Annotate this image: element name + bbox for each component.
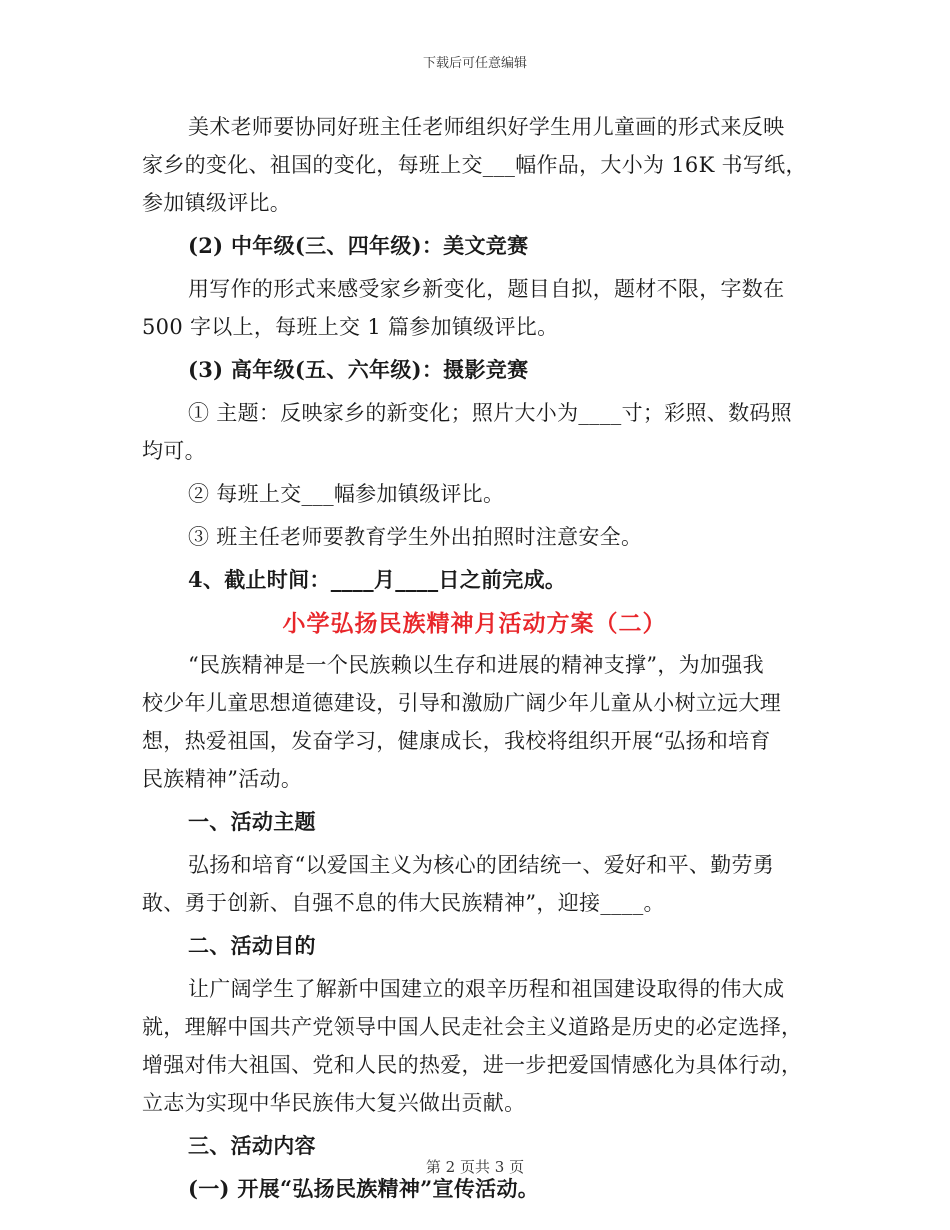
plan-title: 小学弘扬民族精神月活动方案（二）: [282, 610, 667, 637]
text-line: 均可。: [142, 439, 206, 463]
text-line: 校少年儿童思想道德建设，引导和激励广阔少年儿童从小树立远大理: [142, 691, 781, 715]
text-line: “民族精神是一个民族赖以生存和进展的精神支撑”，为加强我: [188, 653, 764, 677]
section1-paragraph: [142, 846, 807, 922]
section3-heading: 三、活动内容: [188, 1133, 316, 1158]
text-line: ① 主题：反映家乡的新变化；照片大小为____寸；彩照、数码照: [188, 401, 792, 425]
page-footer: 第 2 页共 3 页: [425, 1158, 525, 1176]
photo-item-3: ③ 班主任老师要教育学生外出拍照时注意安全。: [188, 525, 643, 549]
text-line: 立志为实现中华民族伟大复兴做出贡献。: [142, 1091, 526, 1115]
text-line: 用写作的形式来感受家乡新变化，题目自拟，题材不限，字数在: [188, 277, 785, 301]
text-line: 就，理解中国共产党领导中国人民走社会主义道路是历史的必定选择，: [142, 1015, 803, 1039]
photo-item-1: [142, 394, 807, 470]
section2-paragraph: [142, 970, 807, 1122]
page-header: 下载后可任意编辑: [422, 56, 527, 71]
photo-item-2: ② 每班上交___幅参加镇级评比。: [188, 482, 505, 506]
text-line: 想，热爱祖国，发奋学习，健康成长，我校将组织开展“弘扬和培育: [142, 729, 771, 753]
essay-paragraph: [142, 270, 807, 346]
text-line: 500 字以上，每班上交 1 篇参加镇级评比。: [142, 315, 559, 339]
text-line: 家乡的变化、祖国的变化，每班上交___幅作品，大小为 16K 书写纸，: [142, 153, 807, 177]
document-body: [142, 108, 807, 1213]
text-line: 民族精神”活动。: [142, 767, 303, 791]
text-line: 敢、勇于创新、自强不息的伟大民族精神”，迎接____。: [142, 891, 665, 915]
intro-paragraph: [142, 646, 807, 798]
text-line: 弘扬和培育“以爱国主义为核心的团结统一、爱好和平、勤劳勇: [188, 853, 775, 877]
section1-heading: 一、活动主题: [188, 809, 316, 834]
text-line: 增强对伟大祖国、党和人民的热爱，进一步把爱国情感化为具体行动，: [142, 1053, 803, 1077]
text-line: 参加镇级评比。: [142, 191, 292, 215]
grade2-heading: (2) 中年级(三、四年级)：美文竞赛: [188, 233, 529, 258]
grade3-heading: (3) 高年级(五、六年级)：摄影竞赛: [188, 357, 529, 382]
text-line: 让广阔学生了解新中国建立的艰辛历程和祖国建设取得的伟大成: [188, 977, 785, 1001]
art-paragraph: [142, 108, 807, 222]
section2-heading: 二、活动目的: [188, 933, 316, 958]
section3-sub1: (一) 开展“弘扬民族精神”宣传活动。: [188, 1176, 540, 1201]
deadline-line: 4、截止时间：____月____日之前完成。: [188, 567, 567, 592]
text-line: 美术老师要协同好班主任老师组织好学生用儿童画的形式来反映: [188, 115, 785, 139]
